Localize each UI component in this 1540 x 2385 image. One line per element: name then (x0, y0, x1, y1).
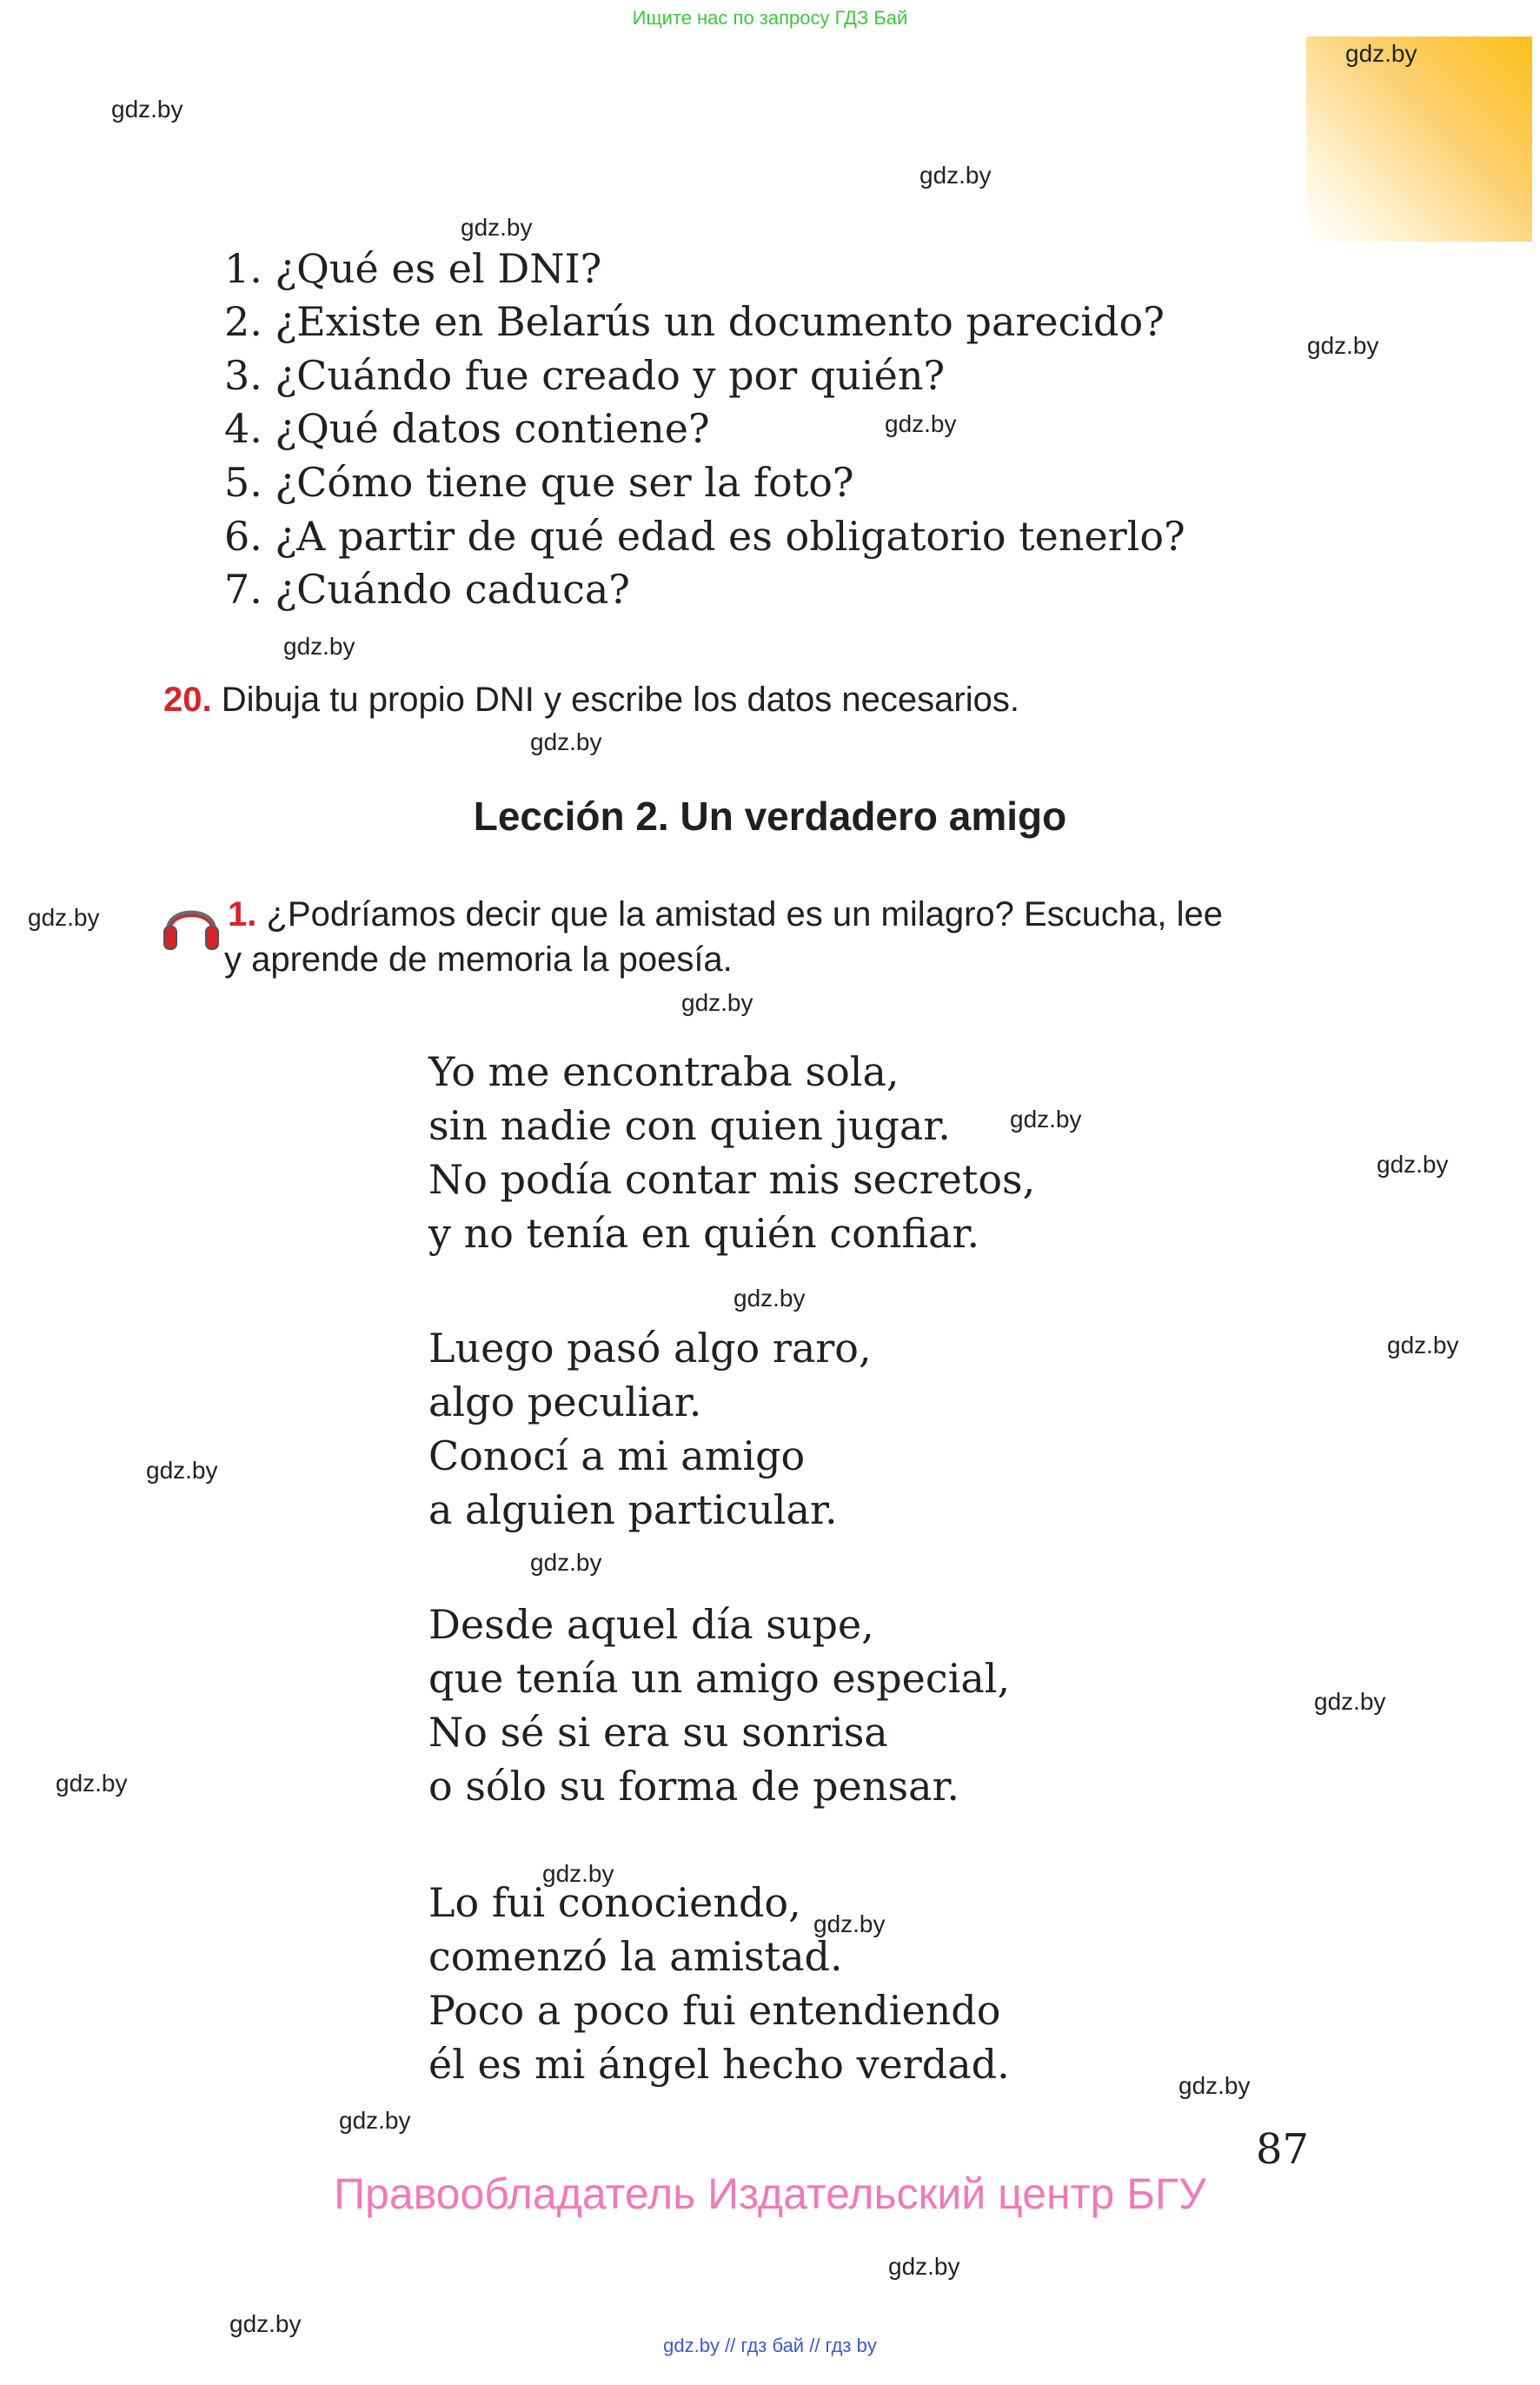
poem-line: comenzó la amistad. (428, 1933, 843, 1980)
watermark: gdz.by (1345, 40, 1417, 67)
watermark: gdz.by (681, 989, 753, 1016)
watermark: gdz.by (733, 1285, 806, 1312)
poem-line: Luego pasó algo raro, (428, 1325, 872, 1372)
poem-stanza (428, 1598, 1010, 1813)
watermark: gdz.by (1178, 2072, 1251, 2099)
poem-line: No sé si era su sonrisa (428, 1709, 888, 1756)
watermark: gdz.by (1377, 1151, 1449, 1178)
question-item: 2. ¿Existe en Belarús un documento parecido? (224, 298, 1165, 345)
poem-line: Conocí a mi amigo (428, 1432, 806, 1479)
watermark: gdz.by (461, 214, 533, 241)
question-item: 5. ¿Cómo tiene que ser la foto? (224, 459, 854, 506)
question-item: 4. ¿Qué datos contiene? (224, 405, 710, 452)
poem-line: Lo fui conociendo, (428, 1879, 801, 1926)
poem-line: Poco a poco fui entendiendo (428, 1987, 1001, 2034)
watermark: gdz.by (146, 1457, 218, 1484)
question-item: 1. ¿Qué es el DNI? (224, 245, 602, 292)
poem-line: algo peculiar. (428, 1379, 702, 1425)
question-item: 7. ¿Cuándo caduca? (224, 566, 630, 613)
task-text: Dibuja tu propio DNI y escribe los datos necesarios. (221, 681, 1019, 719)
task-1-line: y aprende de memoria la poesía. (224, 940, 733, 979)
footer-links[interactable]: gdz.by // гдз бай // гдз by (663, 2335, 877, 2356)
top-banner[interactable]: Ищите нас по запросу ГДЗ Бай (632, 7, 908, 29)
watermark: gdz.by (339, 2107, 411, 2134)
watermark: gdz.by (1307, 332, 1379, 359)
poem-stanza (428, 1045, 1035, 1260)
poem-line: Desde aquel día supe, (428, 1601, 874, 1648)
watermark: gdz.by (885, 410, 957, 437)
poem-line: o sólo su forma de pensar. (428, 1763, 960, 1810)
poem-stanza (428, 1876, 1010, 2091)
page-number: 87 (1256, 2125, 1310, 2174)
poem-line: Yo me encontraba sola, (428, 1048, 899, 1095)
poem-line: que tenía un amigo especial, (428, 1655, 1011, 1702)
watermark: gdz.by (542, 1860, 614, 1887)
lesson-title: Lección 2. Un verdadero amigo (473, 794, 1067, 839)
copyright-notice: Правообладатель Издательский центр БГУ (334, 2169, 1206, 2218)
watermark: gdz.by (229, 2310, 302, 2337)
watermark: gdz.by (813, 1910, 886, 1937)
headphones-icon (162, 895, 221, 953)
watermark: gdz.by (1010, 1106, 1082, 1133)
poem-line: No podía contar mis secretos, (428, 1156, 1036, 1203)
poem-line: a alguien particular. (428, 1486, 838, 1533)
corner-decoration (1306, 37, 1532, 242)
watermark: gdz.by (919, 162, 992, 189)
watermark: gdz.by (283, 633, 355, 660)
task-number: 1. (228, 895, 257, 933)
watermark: gdz.by (530, 1549, 602, 1576)
poem-line: él es mi ángel hecho verdad. (428, 2041, 1010, 2088)
poem-stanza (428, 1321, 872, 1537)
watermark: gdz.by (56, 1770, 128, 1797)
task-number: 20. (163, 681, 212, 719)
watermark: gdz.by (28, 904, 100, 931)
watermark: gdz.by (888, 2253, 960, 2280)
poem-line: y no tenía en quién confiar. (428, 1210, 980, 1257)
watermark: gdz.by (1387, 1332, 1459, 1359)
question-item: 3. ¿Cuándo fue creado y por quién? (224, 352, 946, 399)
task-1-line (228, 895, 1223, 934)
question-item: 6. ¿A partir de qué edad es obligatorio tenerlo? (224, 513, 1185, 560)
poem-line: sin nadie con quien jugar. (428, 1102, 951, 1149)
task-20 (163, 681, 1019, 720)
watermark: gdz.by (1314, 1688, 1386, 1715)
watermark: gdz.by (530, 728, 602, 755)
task-text: ¿Podríamos decir que la amistad es un milagro? Escucha, lee (266, 895, 1224, 933)
watermark: gdz.by (111, 96, 183, 123)
